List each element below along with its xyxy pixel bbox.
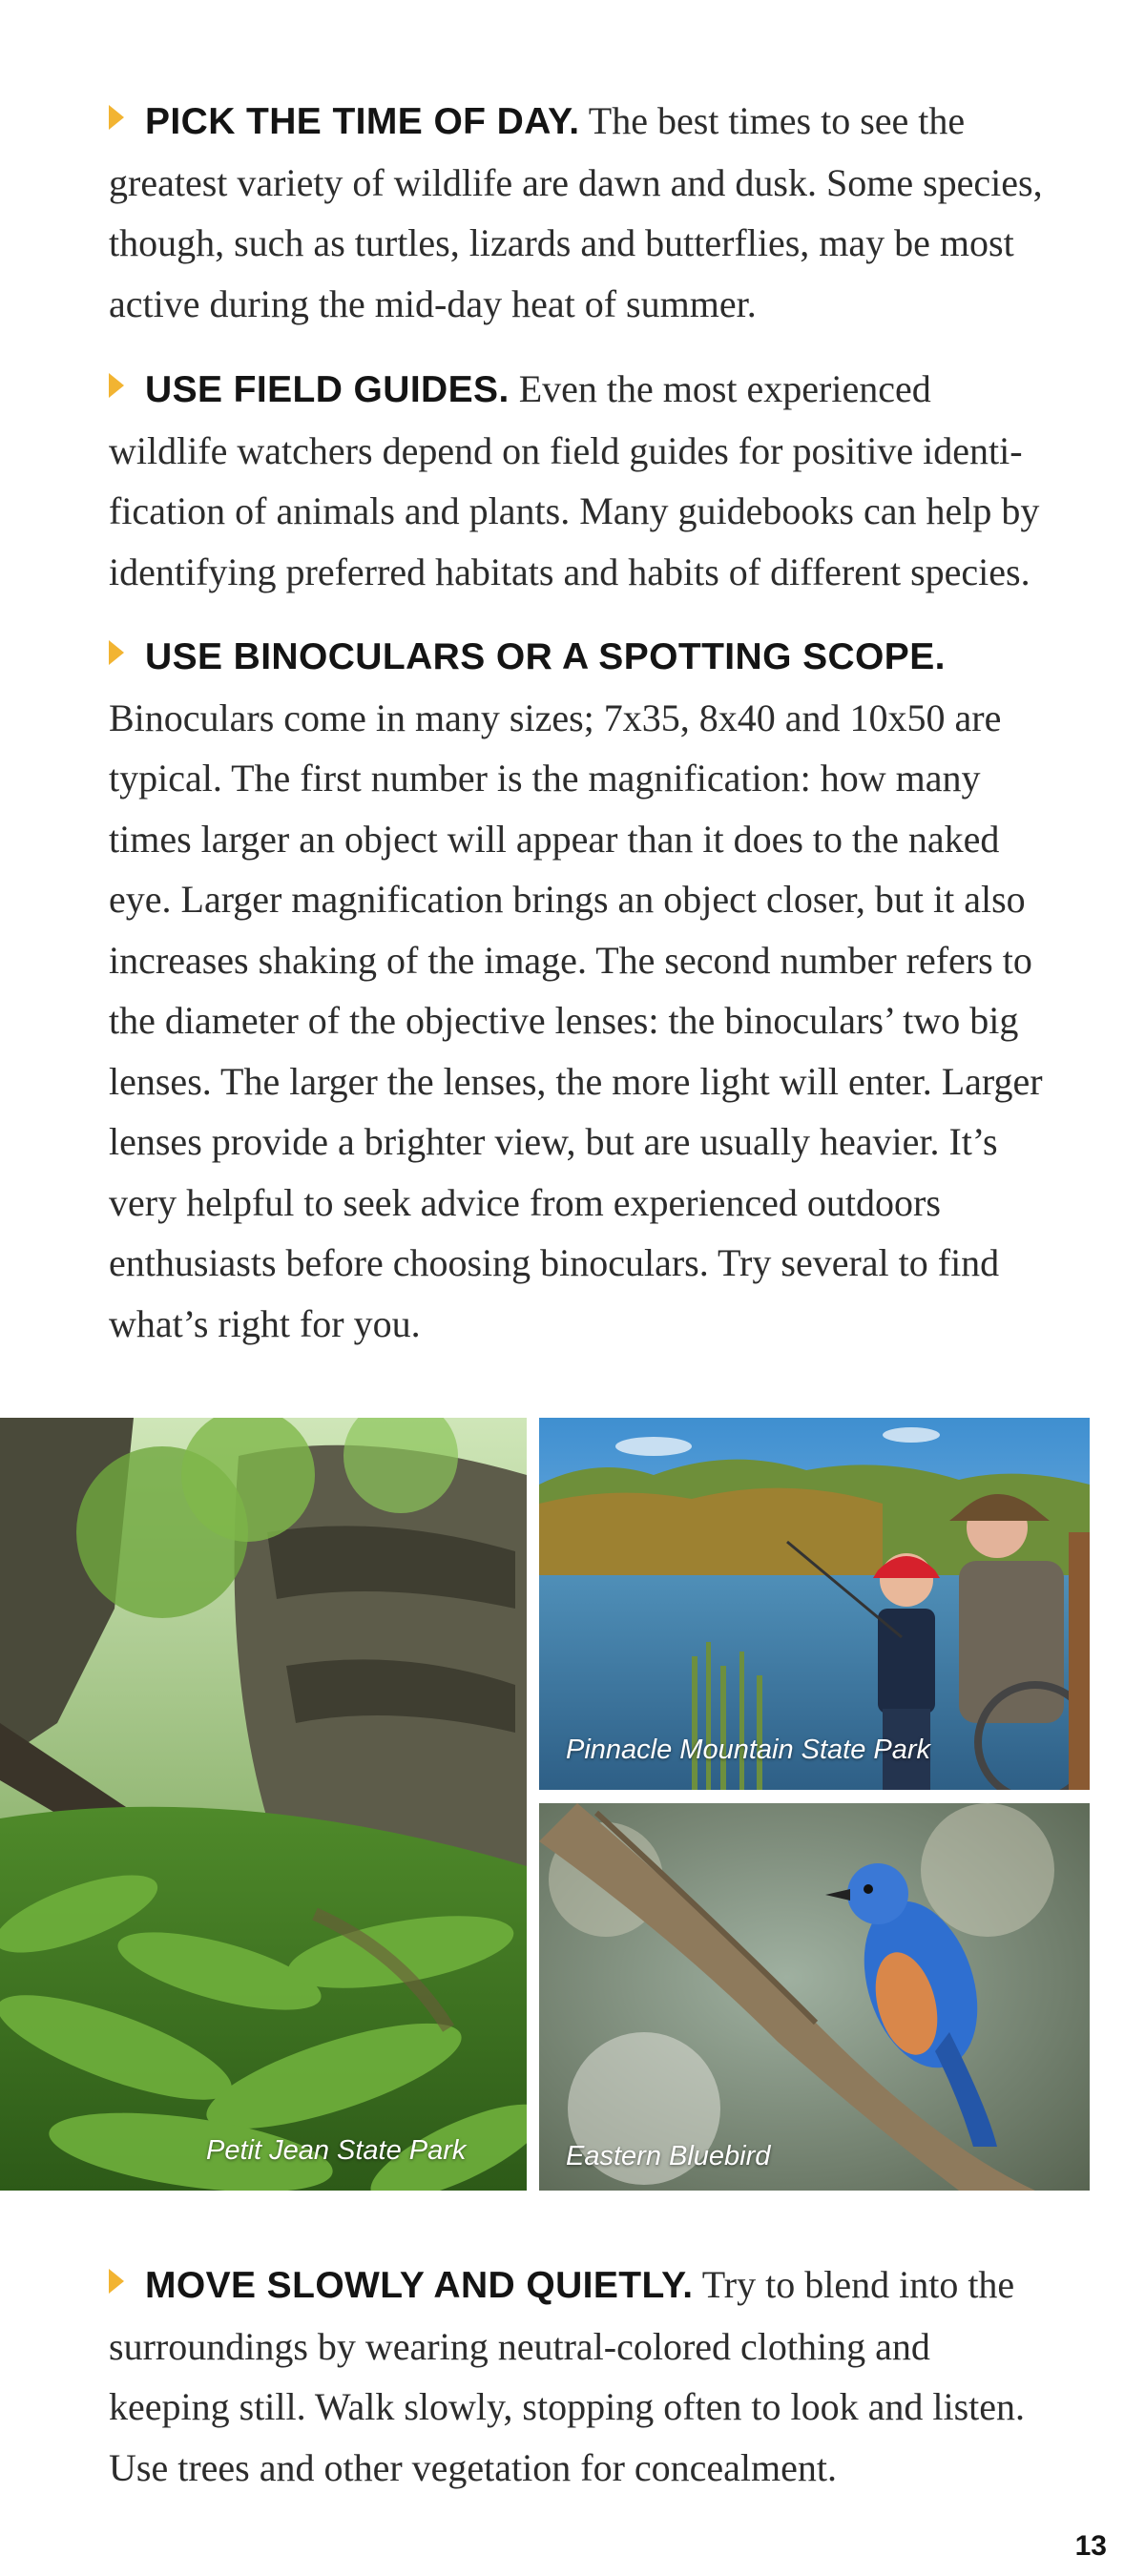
photo-pinnacle-fishing [539, 1418, 1090, 1790]
page-number: 13 [1074, 2530, 1107, 2562]
tip-body: The best times to see the greatest variety of wildlife are dawn and dusk. Some species, though, such as turtles, lizards and butterflies, may be most active during the mid-day heat of summer. [109, 99, 1043, 325]
tip-heading: USE BINOCULARS OR A SPOTTING SCOPE. [145, 636, 946, 677]
tip-move-slowly [109, 2254, 1059, 2498]
photo-caption: Pinnacle Mountain State Park [566, 1735, 931, 1765]
photo-petit-jean-ferns [0, 1418, 527, 2191]
tip-time-of-day [109, 91, 1059, 334]
photo-caption: Eastern Bluebird [566, 2141, 771, 2171]
bullet-arrow-icon [109, 105, 124, 130]
bullet-arrow-icon [109, 2269, 124, 2294]
tip-binoculars [109, 626, 1059, 1354]
tip-body: Even the most experienced wildlife watchers depend on field guides for positive identification of animals and plants. Many guidebooks can help by identifying preferred habitats and habits of different species. [109, 367, 1040, 593]
bullet-arrow-icon [109, 373, 124, 398]
photo-caption: Petit Jean State Park [206, 2135, 467, 2166]
tip-heading: PICK THE TIME OF DAY. [145, 101, 580, 142]
tip-field-guides [109, 359, 1059, 602]
tip-heading: MOVE SLOWLY AND QUIETLY. [145, 2265, 694, 2306]
tip-body: Binoculars come in many sizes; 7x35, 8x40 and 10x50 are typical. The first number is the magnification: how many times larger an object will appear than it does to the naked eye. Larger magnification brings an object closer, but it also increases shaking of the image. The second number refers to the diameter of the objective lenses: the binoculars’ two big lenses. The larger the lenses, the more light will enter. Larger lenses provide a brighter view, but are usually heavier. It’s very helpful to seek advice from experienced outdoors enthusiasts before choosing binoculars. Try several to find what’s right for you. [109, 696, 1043, 1345]
bullet-arrow-icon [109, 640, 124, 665]
tip-heading: USE FIELD GUIDES. [145, 369, 510, 410]
photo-eastern-bluebird [539, 1803, 1090, 2191]
tip-body: Try to blend into the surroundings by wearing neutral-colored clothing and keeping still. Walk slowly, stopping often to look and listen. Use trees and other vegetation for concealment. [109, 2263, 1026, 2489]
